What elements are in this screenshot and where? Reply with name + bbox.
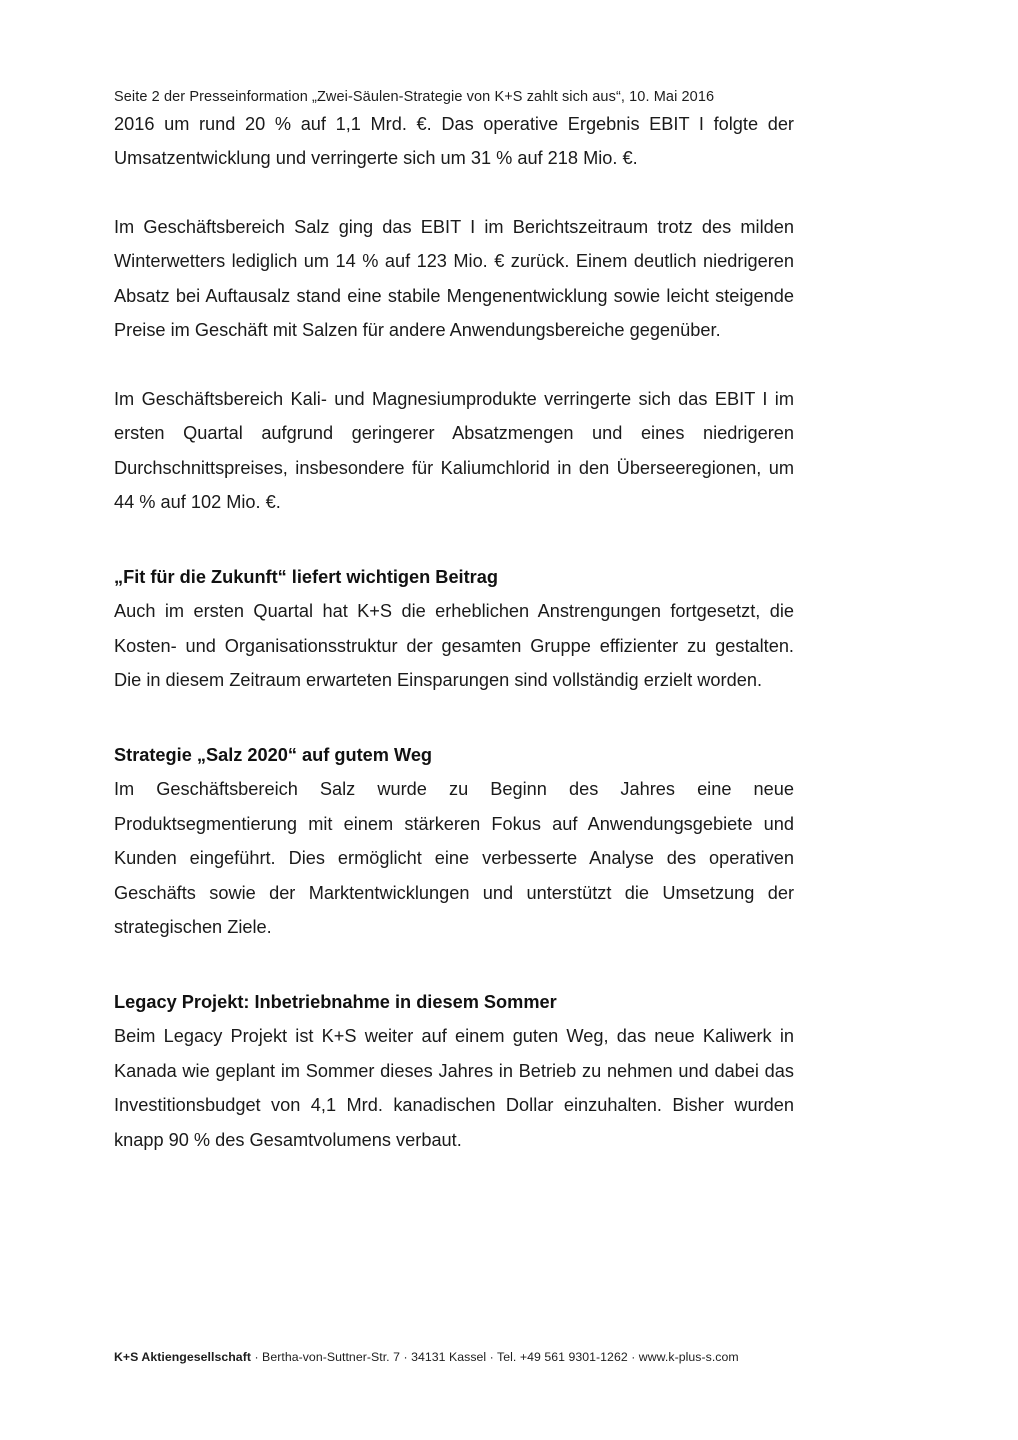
spacer [114,176,794,210]
paragraph-2: Im Geschäftsbereich Salz ging das EBIT I im Berichtszeitraum trotz des milden Winterwetters lediglich um 14 % auf 123 Mio. € zurück. Einem deutlich niedrigeren Absatz bei Auftausalz stand eine stabile Mengenentwicklung sowie leicht steigende Preise im Geschäft mit Salzen für andere Anwendungsbereiche gegenüber. [114,216,794,341]
spacer [114,520,794,560]
section-heading-salz-2020: Strategie „Salz 2020“ auf gutem Weg [114,744,433,765]
footer-address: · Bertha-von-Suttner-Str. 7 · 34131 Kassel · Tel. +49 561 9301-1262 · www.k-plus-s.com [250,1350,739,1364]
page-header-line: Seite 2 der Presseinformation „Zwei-Säulen-Strategie von K+S zahlt sich aus“, 10. Mai 2016 [114,89,715,105]
footer-company-name: K+S Aktiengesellschaft [114,1350,251,1364]
paragraph-6: Beim Legacy Projekt ist K+S weiter auf einem guten Weg, das neue Kaliwerk in Kanada wie geplant im Sommer dieses Jahres in Betrieb zu nehmen und dabei das Investitionsbudget von 4,1 Mrd. kanadischen Dollar einzuhalten. Bisher wurden knapp 90 % des Gesamtvolumens verbaut. [114,1026,794,1150]
paragraph-1: 2016 um rund 20 % auf 1,1 Mrd. €. Das operative Ergebnis EBIT I folgte der Umsatzentwicklung und verringerte sich um 31 % auf 218 Mio. €. [114,113,794,169]
spacer [114,698,794,738]
section-heading-legacy-projekt: Legacy Projekt: Inbetriebnahme in diesem Sommer [114,991,557,1012]
spacer [114,348,794,382]
section-heading-fit-fuer-die-zukunft: „Fit für die Zukunft“ liefert wichtigen Beitrag [114,566,498,587]
document-content [114,0,794,1157]
paragraph-4: Auch im ersten Quartal hat K+S die erheblichen Anstrengungen fortgesetzt, die Kosten- und Organisationsstruktur der gesamten Gruppe effizienter zu gestalten. Die in diesem Zeitraum erwarteten Einsparungen sind vollständig erzielt worden. [114,601,794,691]
spacer [114,945,794,985]
page-footer [114,1350,804,1364]
paragraph-5: Im Geschäftsbereich Salz wurde zu Beginn des Jahres eine neue Produktsegmentierung mit einem stärkeren Fokus auf Anwendungsgebiete und Kunden eingeführt. Dies ermöglicht eine verbesserte Analyse des operativen Geschäfts sowie der Marktentwicklungen und unterstützt die Umsetzung der strategischen Ziele. [114,779,794,938]
paragraph-3: Im Geschäftsbereich Kali- und Magnesiumprodukte verringerte sich das EBIT I im ersten Quartal aufgrund geringerer Absatzmengen und eines niedrigeren Durchschnittspreises, insbesondere für Kaliumchlorid in den Überseeregionen, um 44 % auf 102 Mio. €. [114,388,794,513]
